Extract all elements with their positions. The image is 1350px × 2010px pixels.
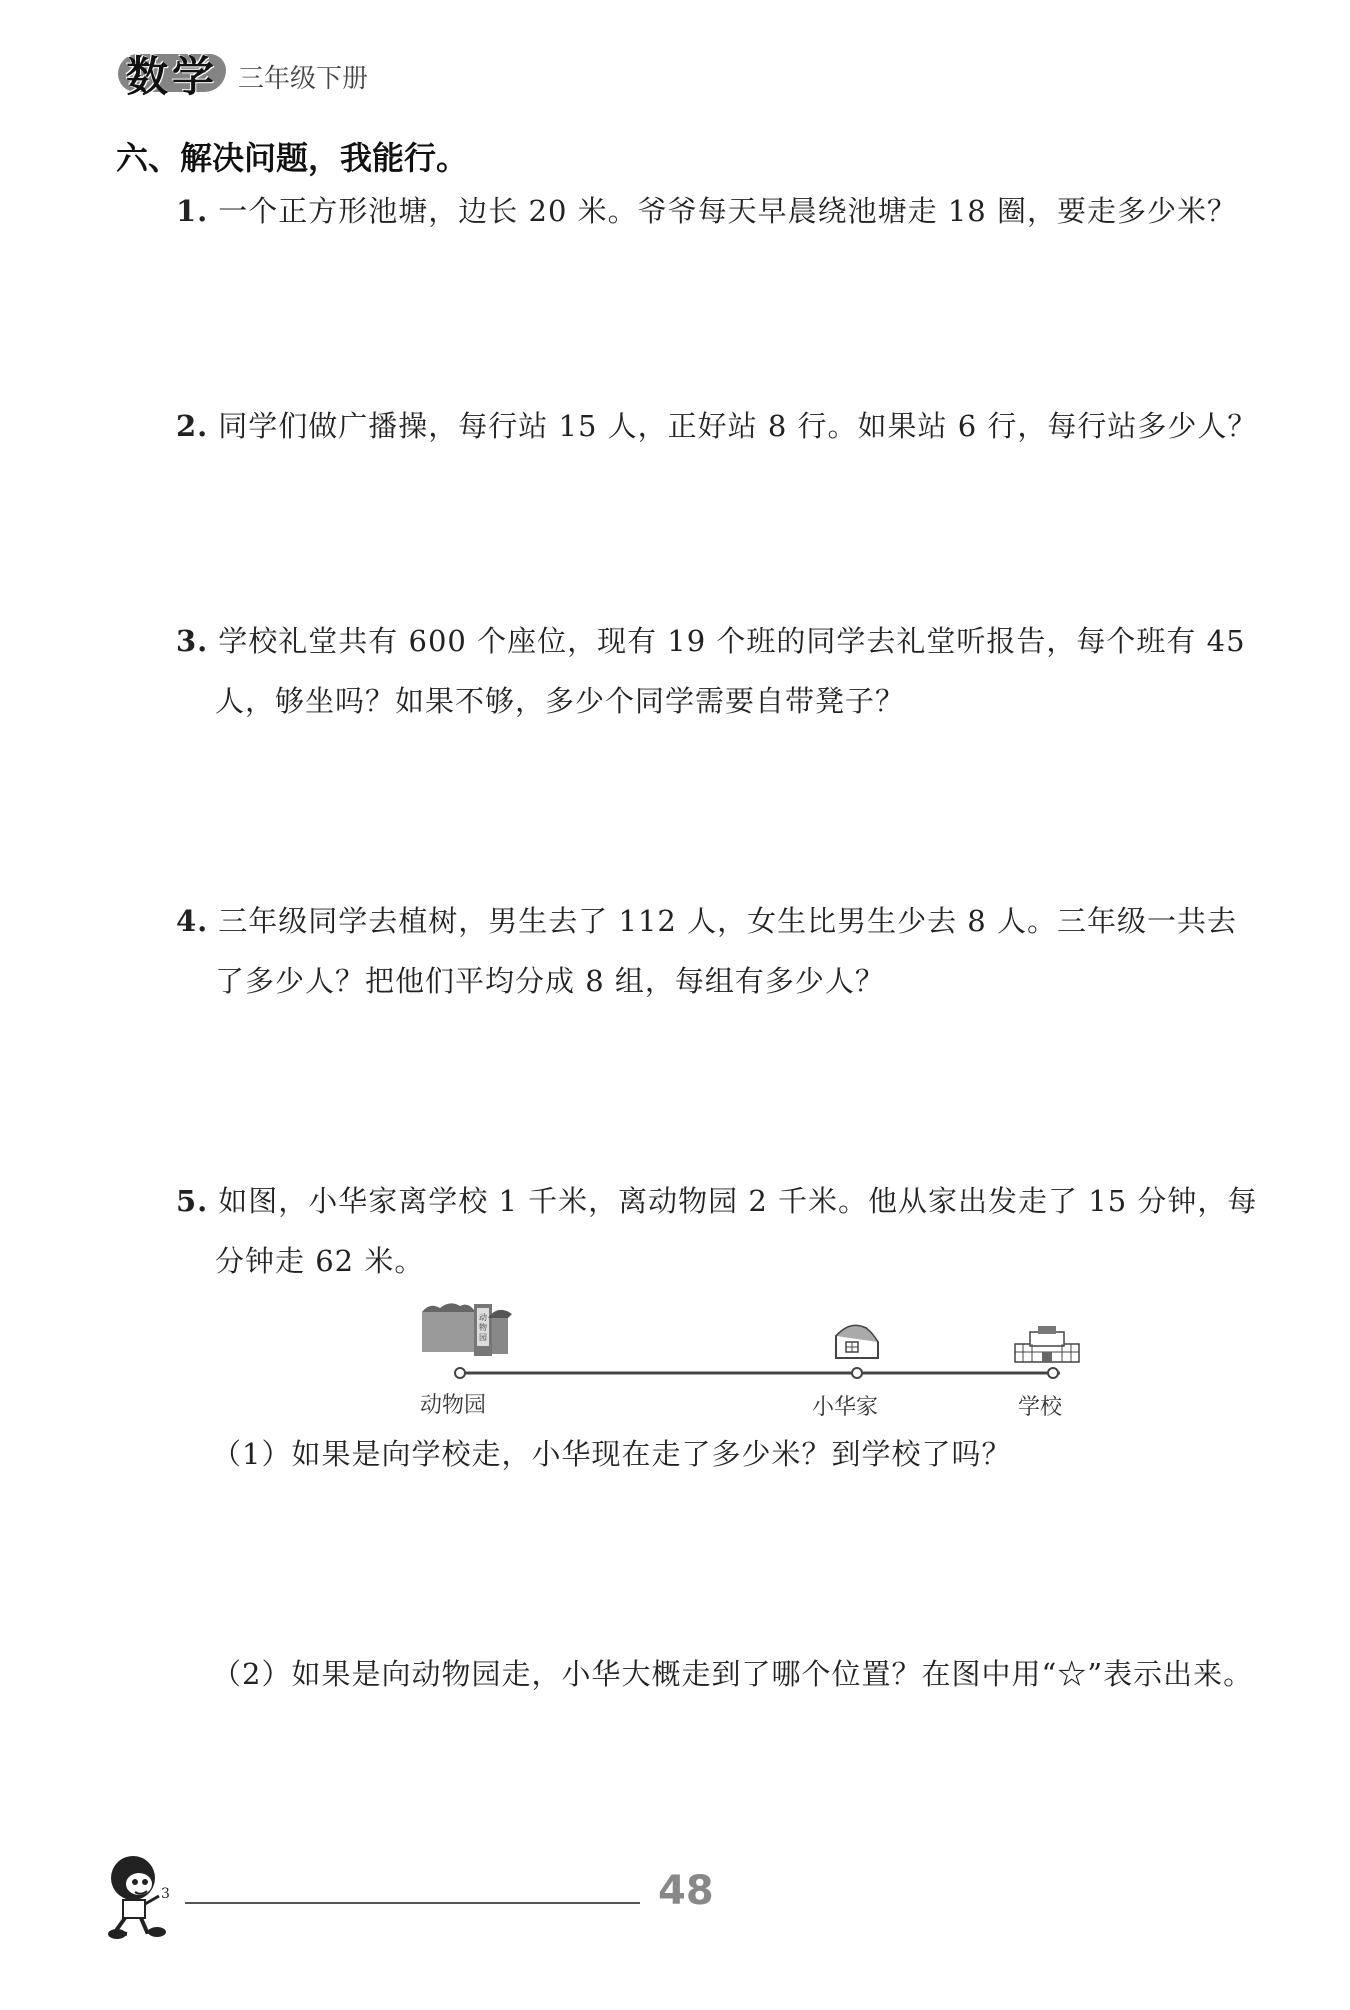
zoo-gate-icon <box>422 1303 512 1356</box>
zoo-sign-char-1: 动 <box>479 1313 487 1322</box>
zoo-label: 动物园 <box>420 1393 487 1418</box>
route-diagram <box>410 1290 1110 1420</box>
page-number: 48 <box>658 1868 714 1914</box>
zoo-sign-char-2: 物 <box>479 1323 487 1332</box>
question-4-line-1 <box>176 892 1237 950</box>
grade-subtitle: 三年级下册 <box>238 64 369 94</box>
question-5-line-2: 分钟走 62 米。 <box>215 1244 425 1278</box>
logo-text: 数学 <box>126 52 219 101</box>
route-diagram-svg <box>410 1290 1110 1420</box>
question-text: 如图，小华家离学校 1 千米，离动物园 2 千米。他从家出发走了 15 分钟，每 <box>218 1184 1258 1218</box>
question-number: 2. <box>176 409 209 443</box>
zoo-sign-char-3: 园 <box>479 1333 487 1342</box>
question-1-line-1 <box>176 182 1237 240</box>
question-number: 1. <box>176 194 209 228</box>
house-icon <box>836 1325 878 1358</box>
footer-rule <box>185 1902 640 1904</box>
question-text: 三年级同学去植树，男生去了 112 人，女生比男生少去 8 人。三年级一共去 <box>218 904 1237 938</box>
school-icon <box>1015 1326 1079 1362</box>
school-label: 学校 <box>1018 1395 1063 1420</box>
question-text: 同学们做广播操，每行站 15 人，正好站 8 行。如果站 6 行，每行站多少人？ <box>218 409 1258 443</box>
question-number: 3. <box>176 624 209 658</box>
question-2-line-1 <box>176 397 1257 455</box>
home-point <box>852 1368 862 1378</box>
question-number: 4. <box>176 904 209 938</box>
question-3-line-2: 人，够坐吗？如果不够，多少个同学需要自带凳子？ <box>215 684 906 718</box>
question-4-line-2: 了多少人？把他们平均分成 8 组，每组有多少人？ <box>215 964 885 998</box>
question-text: 一个正方形池塘，边长 20 米。爷爷每天早晨绕池塘走 18 圈，要走多少米？ <box>218 194 1237 228</box>
sub-question-1: （1）如果是向学校走，小华现在走了多少米？到学校了吗？ <box>212 1437 1012 1471</box>
school-point <box>1048 1368 1058 1378</box>
home-label: 小华家 <box>812 1395 879 1420</box>
subject-logo <box>118 40 226 102</box>
question-5-line-1 <box>176 1172 1257 1230</box>
sub-question-2: （2）如果是向动物园走，小华大概走到了哪个位置？在图中用“☆”表示出来。 <box>212 1657 1254 1691</box>
svg-text:3: 3 <box>161 1886 170 1902</box>
zoo-point <box>455 1368 465 1378</box>
question-3-line-1 <box>176 612 1246 670</box>
question-number: 5. <box>176 1184 209 1218</box>
mascot-icon <box>95 1848 190 1943</box>
question-text: 学校礼堂共有 600 个座位，现有 19 个班的同学去礼堂听报告，每个班有 45 <box>218 624 1246 658</box>
section-title: 六、解决问题，我能行。 <box>116 139 469 177</box>
